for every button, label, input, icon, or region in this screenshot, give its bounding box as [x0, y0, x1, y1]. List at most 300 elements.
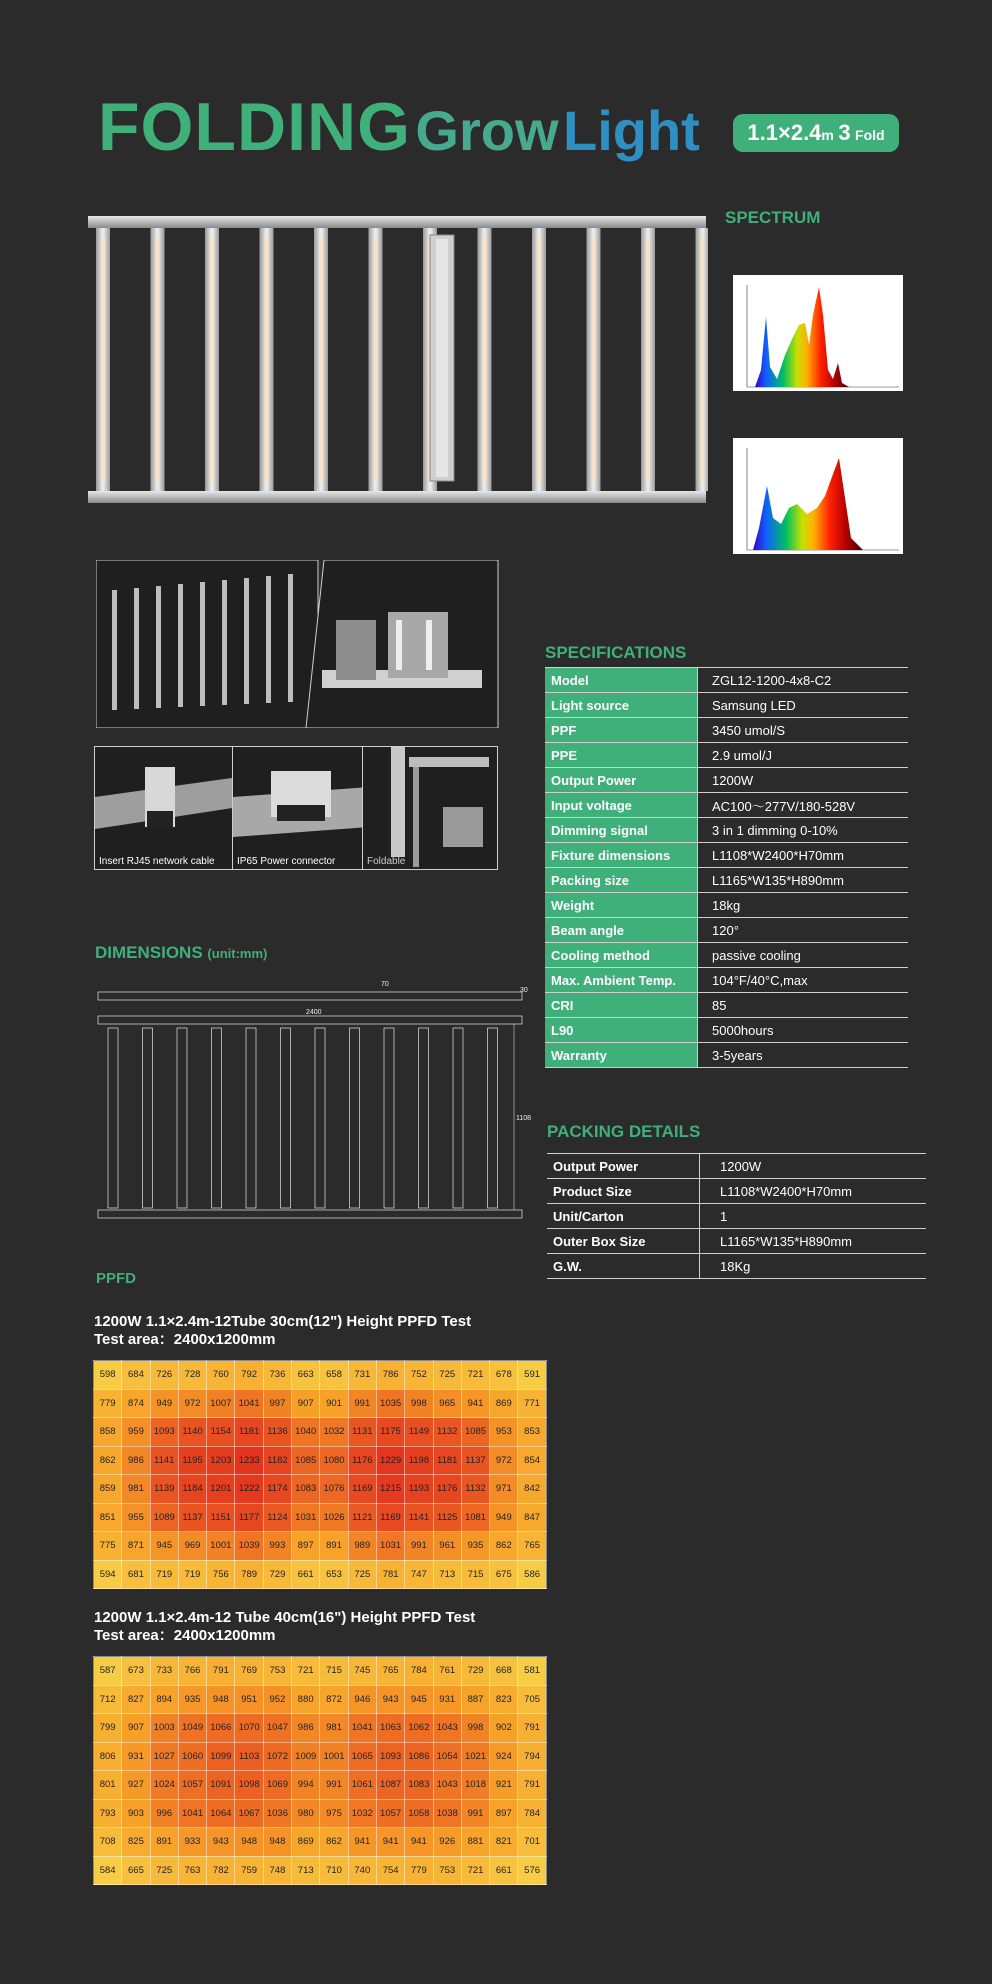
ppfd-cell: 1003: [150, 1714, 178, 1743]
led-strip: [101, 235, 105, 484]
ppfd-cell: 941: [376, 1828, 404, 1857]
ppfd-cell: 721: [292, 1657, 320, 1686]
ppfd-cell: 959: [122, 1418, 150, 1447]
dim-bar: [488, 1028, 498, 1208]
ppfd-cell: 779: [405, 1856, 433, 1885]
ppfd-cell: 791: [518, 1714, 546, 1743]
ppfd-cell: 1081: [461, 1503, 489, 1532]
ppfd-cell: 684: [122, 1361, 150, 1390]
specifications-value: 3 in 1 dimming 0-10%: [698, 818, 909, 843]
ppfd-cell: 1049: [178, 1714, 206, 1743]
dim-1108-label: 1108: [516, 1115, 532, 1122]
led-strip: [646, 235, 650, 484]
ppfd-cell: 858: [94, 1418, 122, 1447]
ppfd-grid-row: [94, 1446, 547, 1475]
ppfd-cell: 731: [348, 1361, 376, 1390]
ppfd-cell: 586: [518, 1560, 546, 1589]
ppfd-cell: 1057: [178, 1771, 206, 1800]
ppfd-cell: 1024: [150, 1771, 178, 1800]
ppfd-cell: 1193: [405, 1475, 433, 1504]
ppfd-cell: 1027: [150, 1742, 178, 1771]
caption-foldable: Foldable: [367, 856, 406, 867]
specifications-heading: SPECIFICATIONS: [545, 643, 687, 662]
ppfd-cell: 747: [405, 1560, 433, 1589]
ppfd-cell: 955: [122, 1503, 150, 1532]
led-strip: [319, 235, 323, 484]
ppfd-test2-area: Test area：2400x1200mm: [94, 1627, 276, 1644]
ppfd-cell: 862: [320, 1828, 348, 1857]
ppfd-cell: 931: [122, 1742, 150, 1771]
ppfd-cell: 1174: [263, 1475, 291, 1504]
ppfd-cell: 935: [178, 1685, 206, 1714]
packing-key: Unit/Carton: [547, 1204, 700, 1229]
ppfd-cell: 994: [292, 1771, 320, 1800]
ppfd-cell: 891: [150, 1828, 178, 1857]
ppfd-cell: 1038: [433, 1799, 461, 1828]
dimensions-heading: [95, 943, 267, 963]
ppfd-cell: 981: [320, 1714, 348, 1743]
ppfd-cell: 1124: [263, 1503, 291, 1532]
ppfd-cell: 948: [235, 1828, 263, 1857]
ppfd-cell: 1098: [235, 1771, 263, 1800]
ppfd-cell: 1070: [235, 1714, 263, 1743]
dim-bar: [281, 1028, 291, 1208]
ppfd-cell: 1093: [376, 1742, 404, 1771]
badge-count: 3: [838, 120, 851, 145]
specifications-key: CRI: [545, 993, 698, 1018]
specifications-value: AC100～277V/180-528V: [698, 793, 909, 818]
ppfd-cell: 941: [348, 1828, 376, 1857]
ppfd-cell: 965: [433, 1389, 461, 1418]
led-strip: [210, 235, 214, 484]
specifications-value: 18kg: [698, 893, 909, 918]
ppfd-cell: 901: [320, 1389, 348, 1418]
specifications-key: Packing size: [545, 868, 698, 893]
ppfd-cell: 1009: [292, 1742, 320, 1771]
ip65-photo-art: [233, 747, 369, 869]
ppfd-cell: 1176: [433, 1475, 461, 1504]
specifications-row: [545, 1018, 908, 1043]
ppfd-cell: 769: [235, 1657, 263, 1686]
ppfd-cell: 1203: [207, 1446, 235, 1475]
ppfd-grid-row: [94, 1685, 547, 1714]
ppfd-grid-row: [94, 1657, 547, 1686]
ppfd-grid-row: [94, 1714, 547, 1743]
foldable-photo-art: [363, 747, 497, 869]
ppfd-cell: 941: [405, 1828, 433, 1857]
ppfd-cell: 1091: [207, 1771, 235, 1800]
led-strip: [483, 235, 487, 484]
ppfd-cell: 1080: [320, 1446, 348, 1475]
ppfd-cell: 1043: [433, 1714, 461, 1743]
fold-bar: [200, 582, 205, 706]
ppfd-cell: 733: [150, 1657, 178, 1686]
ppfd-cell: 661: [292, 1560, 320, 1589]
ppfd-cell: 1007: [207, 1389, 235, 1418]
ppfd-cell: 1032: [348, 1799, 376, 1828]
ppfd-cell: 880: [292, 1685, 320, 1714]
ppfd-cell: 752: [405, 1361, 433, 1390]
specifications-value: 3450 umol/S: [698, 718, 909, 743]
ppfd-cell: 1083: [292, 1475, 320, 1504]
ppfd-cell: 1066: [207, 1714, 235, 1743]
ppfd-cell: 980: [292, 1799, 320, 1828]
ppfd-cell: 969: [178, 1532, 206, 1561]
ppfd-cell: 1141: [150, 1446, 178, 1475]
ppfd-cell: 1065: [348, 1742, 376, 1771]
ppfd-cell: 713: [292, 1856, 320, 1885]
ppfd-cell: 729: [461, 1657, 489, 1686]
ppfd-cell: 946: [348, 1685, 376, 1714]
dim-bar: [143, 1028, 153, 1208]
ppfd-cell: 598: [94, 1361, 122, 1390]
ppfd-cell: 1076: [320, 1475, 348, 1504]
specifications-value: 2.9 umol/J: [698, 743, 909, 768]
ppfd-cell: 658: [320, 1361, 348, 1390]
ppfd-cell: 1169: [376, 1503, 404, 1532]
ppfd-cell: 736: [263, 1361, 291, 1390]
ppfd-cell: 1040: [292, 1418, 320, 1447]
ppfd-cell: 943: [207, 1828, 235, 1857]
ppfd-cell: 793: [94, 1799, 122, 1828]
dim-bar: [177, 1028, 187, 1208]
ppfd-grid-row: [94, 1475, 547, 1504]
specifications-value: 85: [698, 993, 909, 1018]
ppfd-cell: 701: [518, 1828, 546, 1857]
ppfd-cell: 719: [150, 1560, 178, 1589]
ppfd-cell: 1032: [320, 1418, 348, 1447]
ppfd-cell: 902: [490, 1714, 518, 1743]
caption-rj45: Insert RJ45 network cable: [99, 856, 215, 867]
ppfd-cell: 894: [150, 1685, 178, 1714]
packing-key: Product Size: [547, 1179, 700, 1204]
ppfd-cell: 591: [518, 1361, 546, 1390]
ppfd-cell: 1043: [433, 1771, 461, 1800]
dim-bar: [350, 1028, 360, 1208]
ppfd-cell: 721: [461, 1361, 489, 1390]
ppfd-cell: 1201: [207, 1475, 235, 1504]
ppfd-cell: 887: [461, 1685, 489, 1714]
dim-2400-label: 2400: [306, 1009, 322, 1016]
ppfd-cell: 871: [122, 1532, 150, 1561]
dim-70-label: 70: [381, 981, 389, 988]
ppfd-cell: 1064: [207, 1799, 235, 1828]
packing-heading: PACKING DETAILS: [547, 1122, 701, 1141]
ppfd-cell: 708: [94, 1828, 122, 1857]
ppfd-cell: 791: [207, 1657, 235, 1686]
ppfd-cell: 1222: [235, 1475, 263, 1504]
ppfd-grid-40cm: [93, 1656, 547, 1885]
ppfd-cell: 897: [292, 1532, 320, 1561]
ppfd-test2-name: 1200W 1.1×2.4m-12 Tube 40cm(16") Height PPFD Test: [94, 1609, 476, 1626]
ppfd-cell: 823: [490, 1685, 518, 1714]
dim-bar: [315, 1028, 325, 1208]
ppfd-cell: 827: [122, 1685, 150, 1714]
ppfd-cell: 1041: [178, 1799, 206, 1828]
ppfd-cell: 993: [263, 1532, 291, 1561]
ppfd-cell: 1031: [292, 1503, 320, 1532]
ppfd-cell: 945: [405, 1685, 433, 1714]
ppfd-grid-row: [94, 1771, 547, 1800]
ppfd-cell: 881: [461, 1828, 489, 1857]
packing-value: 18Kg: [700, 1254, 927, 1279]
ppfd-cell: 653: [320, 1560, 348, 1589]
ppfd-cell: 754: [376, 1856, 404, 1885]
ppfd-cell: 748: [263, 1856, 291, 1885]
ppfd-cell: 740: [348, 1856, 376, 1885]
ppfd-cell: 719: [178, 1560, 206, 1589]
badge-unit: m: [821, 127, 834, 143]
ppfd-cell: 854: [518, 1446, 546, 1475]
ppfd-cell: 784: [518, 1799, 546, 1828]
ppfd-cell: 891: [320, 1532, 348, 1561]
ppfd-cell: 961: [433, 1532, 461, 1561]
ppfd-cell: 1001: [320, 1742, 348, 1771]
ppfd-cell: 926: [433, 1828, 461, 1857]
specifications-key: Cooling method: [545, 943, 698, 968]
ppfd-cell: 1086: [405, 1742, 433, 1771]
ppfd-cell: 935: [461, 1532, 489, 1561]
ppfd-cell: 1169: [348, 1475, 376, 1504]
ppfd-cell: 1085: [461, 1418, 489, 1447]
ppfd-cell: 998: [405, 1389, 433, 1418]
ppfd-cell: 1087: [376, 1771, 404, 1800]
ppfd-cell: 725: [433, 1361, 461, 1390]
dimensions-unit: (unit:mm): [207, 946, 268, 961]
ppfd-cell: 924: [490, 1742, 518, 1771]
ppfd-cell: 1061: [348, 1771, 376, 1800]
specifications-row: [545, 693, 908, 718]
ppfd-cell: 789: [235, 1560, 263, 1589]
dim-bar: [453, 1028, 463, 1208]
ppfd-cell: 1154: [207, 1418, 235, 1447]
ppfd-cell: 1137: [461, 1446, 489, 1475]
ppfd-cell: 971: [490, 1475, 518, 1504]
ppfd-cell: 760: [207, 1361, 235, 1390]
fold-bar: [134, 588, 139, 709]
ppfd-cell: 584: [94, 1856, 122, 1885]
ppfd-cell: 869: [490, 1389, 518, 1418]
spectrum-heading: SPECTRUM: [725, 208, 821, 227]
ppfd-cell: 1041: [235, 1389, 263, 1418]
fold-bar: [244, 578, 249, 704]
foldable-photo: [362, 746, 498, 870]
ppfd-cell: 799: [94, 1714, 122, 1743]
specifications-value: 120°: [698, 918, 909, 943]
led-strip: [701, 235, 705, 484]
ppfd-cell: 998: [461, 1714, 489, 1743]
ppfd-cell: 933: [178, 1828, 206, 1857]
ppfd-cell: 951: [235, 1685, 263, 1714]
ppfd-cell: 907: [122, 1714, 150, 1743]
led-strip: [374, 235, 378, 484]
product-fixture-image: [86, 213, 708, 507]
ppfd-cell: 853: [518, 1418, 546, 1447]
ppfd-cell: 943: [376, 1685, 404, 1714]
ppfd-test1-area: Test area：2400x1200mm: [94, 1331, 276, 1348]
specifications-row: [545, 843, 908, 868]
ppfd-grid-row: [94, 1560, 547, 1589]
packing-key: Output Power: [547, 1154, 700, 1179]
specifications-value: 1200W: [698, 768, 909, 793]
ppfd-cell: 872: [320, 1685, 348, 1714]
specifications-row: [545, 993, 908, 1018]
specifications-key: Light source: [545, 693, 698, 718]
ppfd-cell: 1181: [235, 1418, 263, 1447]
ppfd-heading: PPFD: [96, 1270, 137, 1287]
specifications-key: Fixture dimensions: [545, 843, 698, 868]
ppfd-cell: 726: [150, 1361, 178, 1390]
badge-fold: Fold: [855, 127, 885, 143]
ppfd-cell: 576: [518, 1856, 546, 1885]
ppfd-cell: 786: [376, 1361, 404, 1390]
ppfd-cell: 991: [461, 1799, 489, 1828]
ppfd-cell: 948: [207, 1685, 235, 1714]
spectrum-chart-2: [733, 438, 903, 554]
dimensions-drawing: [96, 980, 532, 1220]
ppfd-cell: 1018: [461, 1771, 489, 1800]
led-strip: [537, 235, 541, 484]
ppfd-grid-row: [94, 1828, 547, 1857]
ppfd-grid-row: [94, 1799, 547, 1828]
specifications-key: PPE: [545, 743, 698, 768]
ppfd-cell: 1195: [178, 1446, 206, 1475]
specifications-key: Output Power: [545, 768, 698, 793]
ppfd-cell: 1132: [433, 1418, 461, 1447]
packing-row: [547, 1229, 926, 1254]
specifications-value: 104°F/40°C,max: [698, 968, 909, 993]
packing-key: G.W.: [547, 1254, 700, 1279]
ppfd-cell: 859: [94, 1475, 122, 1504]
rj45-photo: [94, 746, 240, 870]
ppfd-cell: 806: [94, 1742, 122, 1771]
badge-size: 1.1×2.4: [747, 120, 822, 145]
specifications-value: 5000hours: [698, 1018, 909, 1043]
fold-bar: [222, 580, 227, 705]
ppfd-cell: 794: [518, 1742, 546, 1771]
ppfd-cell: 952: [263, 1685, 291, 1714]
specifications-key: L90: [545, 1018, 698, 1043]
ppfd-cell: 847: [518, 1503, 546, 1532]
ppfd-cell: 587: [94, 1657, 122, 1686]
specifications-key: Input voltage: [545, 793, 698, 818]
ppfd-cell: 761: [433, 1657, 461, 1686]
ppfd-cell: 1139: [150, 1475, 178, 1504]
ppfd-cell: 710: [320, 1856, 348, 1885]
ppfd-cell: 1041: [348, 1714, 376, 1743]
ppfd-cell: 1085: [292, 1446, 320, 1475]
ppfd-cell: 766: [178, 1657, 206, 1686]
ppfd-cell: 721: [461, 1856, 489, 1885]
ppfd-cell: 661: [490, 1856, 518, 1885]
dim-bar: [384, 1028, 394, 1208]
ppfd-cell: 581: [518, 1657, 546, 1686]
ppfd-cell: 1141: [405, 1503, 433, 1532]
specifications-table: [545, 667, 908, 1068]
ppfd-cell: 1021: [461, 1742, 489, 1771]
specifications-value: passive cooling: [698, 943, 909, 968]
specifications-key: Max. Ambient Temp.: [545, 968, 698, 993]
specifications-row: [545, 768, 908, 793]
specifications-value: ZGL12-1200-4x8-C2: [698, 668, 909, 693]
ppfd-cell: 1233: [235, 1446, 263, 1475]
ppfd-cell: 1072: [263, 1742, 291, 1771]
ppfd-cell: 897: [490, 1799, 518, 1828]
packing-key: Outer Box Size: [547, 1229, 700, 1254]
ppfd-cell: 972: [490, 1446, 518, 1475]
ppfd-cell: 1149: [405, 1418, 433, 1447]
specifications-row: [545, 1043, 908, 1068]
title-folding: FOLDING: [98, 89, 411, 165]
specifications-row: [545, 943, 908, 968]
specifications-row: [545, 893, 908, 918]
ppfd-cell: 675: [490, 1560, 518, 1589]
ppfd-cell: 678: [490, 1361, 518, 1390]
ppfd-test2-title: [94, 1609, 475, 1645]
ppfd-cell: 765: [518, 1532, 546, 1561]
ppfd-cell: 921: [490, 1771, 518, 1800]
ppfd-cell: 1031: [376, 1532, 404, 1561]
specifications-value: Samsung LED: [698, 693, 909, 718]
ppfd-cell: 715: [461, 1560, 489, 1589]
ppfd-cell: 953: [490, 1418, 518, 1447]
fold-bar: [178, 584, 183, 707]
specifications-row: [545, 918, 908, 943]
fold-bar: [288, 574, 293, 702]
packing-value: L1165*W135*H890mm: [700, 1229, 927, 1254]
ppfd-cell: 1047: [263, 1714, 291, 1743]
ppfd-cell: 775: [94, 1532, 122, 1561]
dim-bar: [108, 1028, 118, 1208]
ppfd-cell: 668: [490, 1657, 518, 1686]
ppfd-cell: 681: [122, 1560, 150, 1589]
ppfd-cell: 842: [518, 1475, 546, 1504]
ppfd-cell: 1137: [178, 1503, 206, 1532]
ppfd-cell: 927: [122, 1771, 150, 1800]
specifications-row: [545, 743, 908, 768]
ppfd-cell: 869: [292, 1828, 320, 1857]
ppfd-test1-title: [94, 1313, 471, 1349]
ppfd-cell: 1035: [376, 1389, 404, 1418]
ppfd-cell: 851: [94, 1503, 122, 1532]
ppfd-cell: 1198: [405, 1446, 433, 1475]
packing-row: [547, 1179, 926, 1204]
ppfd-cell: 1184: [178, 1475, 206, 1504]
ppfd-cell: 1058: [405, 1799, 433, 1828]
dim-bar: [212, 1028, 222, 1208]
fold-bar: [112, 590, 117, 710]
spectrum-chart-1: [733, 275, 903, 391]
ppfd-cell: 949: [490, 1503, 518, 1532]
ppfd-cell: 728: [178, 1361, 206, 1390]
ppfd-cell: 665: [122, 1856, 150, 1885]
ppfd-grid-row: [94, 1856, 547, 1885]
ip65-photo: [232, 746, 370, 870]
ppfd-cell: 712: [94, 1685, 122, 1714]
ppfd-cell: 989: [348, 1532, 376, 1561]
ppfd-cell: 996: [150, 1799, 178, 1828]
ppfd-cell: 715: [320, 1657, 348, 1686]
ppfd-cell: 1176: [348, 1446, 376, 1475]
ppfd-cell: 1140: [178, 1418, 206, 1447]
ppfd-test1-name: 1200W 1.1×2.4m-12Tube 30cm(12") Height PPFD Test: [94, 1313, 472, 1330]
ppfd-cell: 1083: [405, 1771, 433, 1800]
ppfd-cell: 949: [150, 1389, 178, 1418]
ppfd-cell: 1099: [207, 1742, 235, 1771]
ppfd-cell: 1215: [376, 1475, 404, 1504]
specifications-key: PPF: [545, 718, 698, 743]
ppfd-cell: 948: [263, 1828, 291, 1857]
